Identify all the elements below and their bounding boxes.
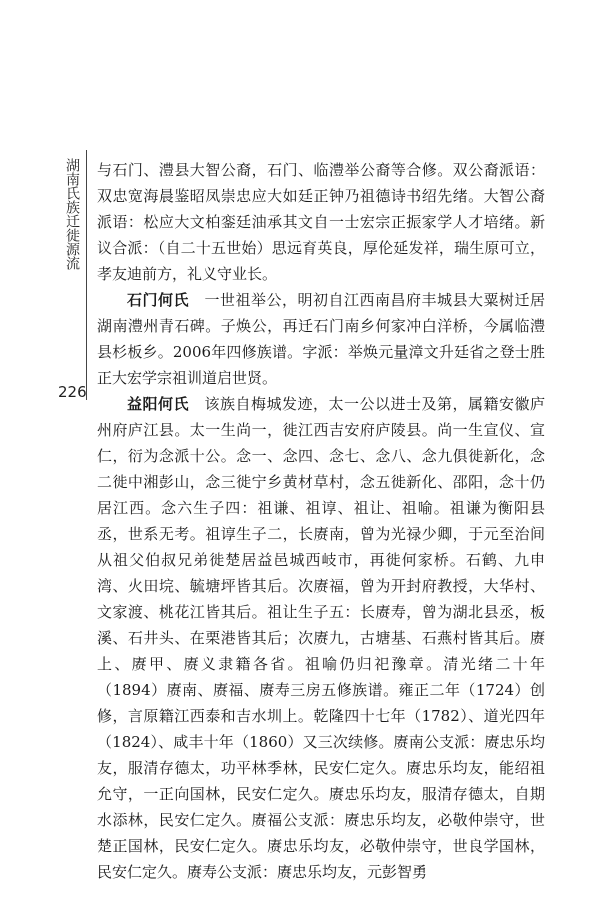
body-text — [97, 157, 545, 885]
paragraph-yiyang-he — [97, 391, 545, 885]
paragraph-shimen-he — [97, 287, 545, 391]
clan-heading: 石门何氏 — [127, 291, 189, 309]
paragraph-text: 该族自梅城发迹，太一公以进士及第，属籍安徽庐州府庐江县。太一生尚一，徙江西吉安府庐陵县。尚一生宣仪、宣仁，衍为念派十公。念一、念四、念七、念八、念九俱徙新化，念二徙中湘彭山，念三徙宁乡黄材草村，念五徙新化、邵阳，念十仍居江西。念六生子四：祖谦、祖谆、祖让、祖喻。祖谦为衡阳县丞，世系无考。祖谆生子二，长赓南，曾为光禄少卿，于元至治间从祖父伯叔兄弟徙楚居益邑城西岐市，再徙何家桥。石鹤、九申湾、火田垸、毓塘坪皆其后。次赓福，曾为开封府教授，大华村、文家渡、桃花江皆其后。祖让生子五：长赓寿，曾为湖北县丞，板溪、石井头、在栗港皆其后；次赓九，古塘基、石燕村皆其后。赓上、赓甲、赓义隶籍各省。祖喻仍归祀豫章。清光绪二十年（1894）赓南、赓福、赓寿三房五修族谱。雍正二年（1724）创修，言原籍江西泰和吉水圳上。乾隆四十七年（1782）、道光四年（1824）、咸丰十年（1860）又三次续修。赓南公支派：赓忠乐均友，服清存德太，功平林季林，民安仁定久。赓忠乐均友，能绍祖允守，一正向国林，民安仁定久。赓忠乐均友，服清存德太，自期水添林，民安仁定久。赓福公支派：赓忠乐均友，必敬仲崇守，世楚正国林，民安仁定久。赓忠乐均友，必敬仲崇守，世良学国林，民安仁定久。赓寿公支派：赓忠乐均友，元彭智勇 — [97, 395, 545, 881]
running-title: 湖南氏族迁徙源流 — [64, 158, 80, 270]
page-number: 226 — [58, 383, 87, 401]
paragraph-continued: 与石门、澧县大智公裔，石门、临澧举公裔等合修。双公裔派语：双忠宽海晨鉴昭凤崇忠应大如廷正钟乃祖德诗书绍先绪。大智公裔派语：松应大文柏銮廷油承其文自一士宏宗正振家学人才培绪。新议合派：（自二十五世始）思远育英良，厚伦延发祥，瑞生原可立，孝友迪前方，礼义守业长。 — [97, 161, 545, 283]
paragraph-text: 一世祖举公，明初自江西南昌府丰城县大粟树迁居湖南澧州青石碑。子焕公，再迁石门南乡何家冲白洋桥，今属临澧县杉板乡。2006年四修族谱。字派：举焕元量漳文升廷省之登士胜正大宏学宗祖训道启世贤。 — [97, 291, 545, 387]
clan-heading: 益阳何氏 — [127, 395, 189, 413]
margin-rule — [86, 150, 87, 400]
